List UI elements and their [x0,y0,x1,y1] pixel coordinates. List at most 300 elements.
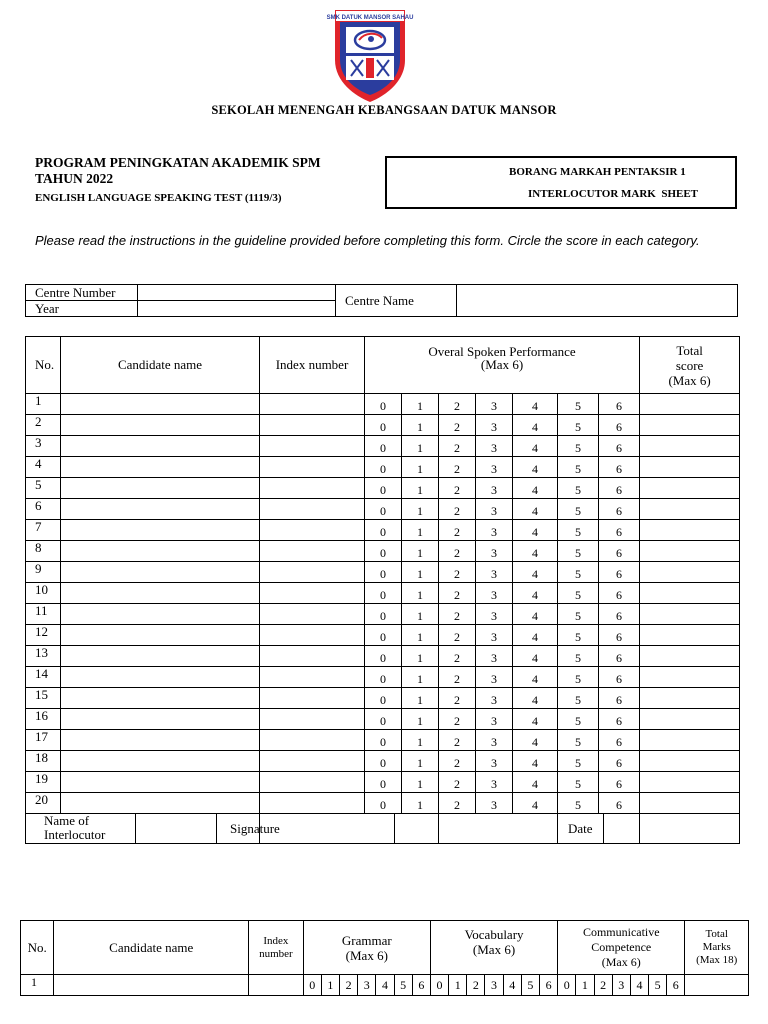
score-option[interactable]: 1 [402,604,439,625]
program-title-line-1: PROGRAM PENINGKATAN AKADEMIK SPM [35,155,321,170]
score-option[interactable]: 4 [513,415,558,436]
score-option[interactable]: 4 [513,793,558,814]
candidate-name-field[interactable] [61,730,260,751]
row-number: 2 [26,415,61,436]
score-option[interactable]: 1 [402,709,439,730]
grammar-score-option[interactable]: 0 [303,975,321,996]
col-header-no: No. [26,337,61,394]
score-option[interactable]: 2 [439,478,476,499]
score-option[interactable]: 0 [365,436,402,457]
vocabulary-score-option[interactable]: 1 [449,975,467,996]
candidate-name-field[interactable] [61,667,260,688]
score-option[interactable]: 5 [558,625,599,646]
col-header-overall-title: Overal Spoken Performance [428,344,576,359]
index-number-field[interactable] [260,520,365,541]
score-option[interactable]: 1 [402,520,439,541]
total-score-field[interactable] [640,751,740,772]
score-option[interactable]: 2 [439,625,476,646]
score-option[interactable]: 2 [439,394,476,415]
index-number-field[interactable] [260,688,365,709]
total-score-field[interactable] [640,625,740,646]
score-option[interactable]: 6 [599,688,640,709]
candidate-name-field[interactable] [61,457,260,478]
score-option[interactable]: 6 [599,583,640,604]
score-option[interactable]: 5 [558,793,599,814]
row-number: 1 [26,394,61,415]
index-number-field[interactable] [260,583,365,604]
score-option[interactable]: 4 [513,730,558,751]
score-option[interactable]: 5 [558,457,599,478]
grammar-score-option[interactable]: 5 [394,975,412,996]
vocabulary-score-option[interactable]: 4 [503,975,521,996]
score-option[interactable]: 2 [439,457,476,478]
col-header-total-line-2: score [675,357,704,373]
b-col-header-communicative [558,921,685,975]
b-col-header-comm-1: Communicative [582,925,660,939]
score-option[interactable]: 4 [513,499,558,520]
score-option[interactable]: 5 [558,730,599,751]
instructions-text: Please read the instructions in the guideline provided before completing this form. Circle the score in each category. [35,233,700,248]
table-row [26,646,740,667]
total-score-field[interactable] [640,457,740,478]
program-title-line-2: TAHUN 2022 [35,171,114,186]
index-number-field[interactable] [260,499,365,520]
score-option[interactable]: 5 [558,478,599,499]
total-score-field[interactable] [640,415,740,436]
score-option[interactable]: 6 [599,793,640,814]
score-option[interactable]: 6 [599,478,640,499]
score-option[interactable]: 5 [558,499,599,520]
b-col-header-grammar-2: (Max 6) [345,947,388,963]
row-number: 20 [26,793,61,814]
index-number-field[interactable] [260,394,365,415]
b-col-header-total [685,921,749,975]
total-score-field[interactable] [640,541,740,562]
vocabulary-score-option[interactable]: 3 [485,975,503,996]
score-option[interactable]: 1 [402,583,439,604]
index-number-field[interactable] [260,541,365,562]
score-option[interactable]: 1 [402,688,439,709]
score-option[interactable]: 1 [402,730,439,751]
b-col-header-vocab-1: Vocabulary [464,927,524,942]
score-option[interactable]: 5 [558,562,599,583]
score-option[interactable]: 3 [476,562,513,583]
score-option[interactable]: 0 [365,541,402,562]
centre-name-field[interactable] [457,285,738,317]
date-field[interactable] [640,814,740,844]
score-option[interactable]: 1 [402,478,439,499]
score-option[interactable]: 6 [599,457,640,478]
school-crest-logo [326,8,414,103]
total-score-field[interactable] [640,436,740,457]
table-row [26,688,740,709]
row-number: 15 [26,688,61,709]
index-number-field[interactable] [260,772,365,793]
centre-info-table [25,284,738,317]
candidate-name-field[interactable] [61,793,260,814]
score-option[interactable]: 2 [439,688,476,709]
b-col-header-index-2: number [259,947,293,960]
row-number: 10 [26,583,61,604]
score-option[interactable]: 3 [476,751,513,772]
total-score-field[interactable] [640,394,740,415]
table-row [21,975,749,996]
test-title: ENGLISH LANGUAGE SPEAKING TEST (1119/3) [35,192,282,204]
score-option[interactable]: 4 [513,436,558,457]
table-row [26,520,740,541]
communicative-score-option[interactable]: 0 [558,975,576,996]
score-option[interactable]: 2 [439,793,476,814]
score-option[interactable]: 0 [365,457,402,478]
score-option[interactable]: 5 [558,772,599,793]
interlocutor-mark-table [25,336,740,844]
score-option[interactable]: 4 [513,541,558,562]
score-option[interactable]: 0 [365,499,402,520]
score-option[interactable]: 5 [558,751,599,772]
score-option[interactable]: 2 [439,751,476,772]
row-number: 7 [26,520,61,541]
signature-label: Signature [216,814,395,843]
b-col-header-vocabulary [430,921,557,975]
score-option[interactable]: 5 [558,667,599,688]
communicative-score-option[interactable]: 2 [594,975,612,996]
total-score-field[interactable] [640,646,740,667]
table-row [26,415,740,436]
score-option[interactable]: 6 [599,562,640,583]
index-number-field[interactable] [260,457,365,478]
score-option[interactable]: 3 [476,772,513,793]
score-option[interactable]: 3 [476,394,513,415]
score-option[interactable]: 6 [599,625,640,646]
score-option[interactable]: 0 [365,730,402,751]
score-option[interactable]: 1 [402,415,439,436]
score-option[interactable]: 4 [513,751,558,772]
score-option[interactable]: 1 [402,499,439,520]
score-option[interactable]: 0 [365,562,402,583]
vocabulary-score-option[interactable]: 0 [430,975,448,996]
score-option[interactable]: 1 [402,646,439,667]
index-number-field[interactable] [260,415,365,436]
score-option[interactable]: 1 [402,436,439,457]
b-col-header-total-3: (Max 18) [696,954,738,966]
total-score-field[interactable] [640,793,740,814]
score-option[interactable]: 4 [513,604,558,625]
index-number-field[interactable] [249,975,304,996]
table-row [26,604,740,625]
mark-sheet-title-malay: BORANG MARKAH PENTAKSIR 1 [509,166,686,178]
col-header-index: Index number [260,337,365,394]
score-option[interactable]: 2 [439,436,476,457]
score-option[interactable]: 5 [558,520,599,541]
score-option[interactable]: 3 [476,688,513,709]
score-option[interactable]: 5 [558,415,599,436]
total-score-field[interactable] [640,709,740,730]
row-number: 13 [26,646,61,667]
grammar-score-option[interactable]: 4 [376,975,394,996]
candidate-name-field[interactable] [61,478,260,499]
communicative-score-option[interactable]: 1 [576,975,594,996]
total-score-field[interactable] [640,688,740,709]
candidate-name-field[interactable] [61,646,260,667]
score-option[interactable]: 0 [365,646,402,667]
table-row [26,583,740,604]
score-option[interactable]: 0 [365,478,402,499]
score-option[interactable]: 6 [599,751,640,772]
score-option[interactable]: 3 [476,457,513,478]
candidate-name-field[interactable] [61,415,260,436]
score-option[interactable]: 3 [476,604,513,625]
index-number-field[interactable] [260,625,365,646]
table-row [26,793,740,814]
combined-mark-table [20,920,749,996]
score-option[interactable]: 4 [513,457,558,478]
row-number: 1 [21,975,54,996]
score-option[interactable]: 0 [365,520,402,541]
score-option[interactable]: 1 [402,751,439,772]
b-col-header-candidate: Candidate name [54,921,249,975]
candidate-name-field[interactable] [61,541,260,562]
score-option[interactable]: 6 [599,394,640,415]
score-option[interactable]: 2 [439,604,476,625]
candidate-name-field[interactable] [61,772,260,793]
score-option[interactable]: 3 [476,541,513,562]
score-option[interactable]: 3 [476,625,513,646]
table-row [26,541,740,562]
score-option[interactable]: 3 [476,499,513,520]
score-option[interactable]: 4 [513,394,558,415]
candidate-name-field[interactable] [61,436,260,457]
score-option[interactable]: 4 [513,667,558,688]
communicative-score-option[interactable]: 5 [649,975,667,996]
index-number-field[interactable] [260,709,365,730]
candidate-name-field[interactable] [61,394,260,415]
score-option[interactable]: 2 [439,415,476,436]
year-field[interactable] [138,301,336,317]
index-number-field[interactable] [260,478,365,499]
table-row [26,499,740,520]
interlocutor-name-field[interactable] [136,814,259,843]
score-option[interactable]: 6 [599,772,640,793]
col-header-overall-max: (Max 6) [480,357,524,372]
communicative-score-option[interactable]: 4 [630,975,648,996]
row-number: 19 [26,772,61,793]
total-score-field[interactable] [640,772,740,793]
score-option[interactable]: 0 [365,793,402,814]
mark-sheet-title-box [385,156,737,209]
interlocutor-name-label [26,814,136,843]
score-option[interactable]: 5 [558,541,599,562]
score-option[interactable]: 4 [513,625,558,646]
score-option[interactable]: 2 [439,541,476,562]
col-header-candidate: Candidate name [61,337,260,394]
score-option[interactable]: 5 [558,436,599,457]
score-option[interactable]: 5 [558,688,599,709]
score-option[interactable]: 3 [476,709,513,730]
score-option[interactable]: 0 [365,583,402,604]
score-option[interactable]: 5 [558,709,599,730]
grammar-score-option[interactable]: 3 [358,975,376,996]
index-number-field[interactable] [260,667,365,688]
score-option[interactable]: 4 [513,772,558,793]
b-col-header-no: No. [21,921,54,975]
index-number-field[interactable] [260,646,365,667]
score-option[interactable]: 1 [402,772,439,793]
score-option[interactable]: 3 [476,520,513,541]
score-option[interactable]: 2 [439,520,476,541]
score-option[interactable]: 1 [402,562,439,583]
interlocutor-name-label-2: Interlocutor [44,827,106,842]
table-row [26,436,740,457]
score-option[interactable]: 5 [558,646,599,667]
score-option[interactable]: 0 [365,604,402,625]
candidate-name-field[interactable] [61,688,260,709]
score-option[interactable]: 4 [513,709,558,730]
score-option[interactable]: 5 [558,604,599,625]
table-row [26,457,740,478]
total-score-field[interactable] [640,667,740,688]
score-option[interactable]: 3 [476,436,513,457]
row-number: 17 [26,730,61,751]
candidate-name-field[interactable] [61,625,260,646]
grammar-score-option[interactable]: 6 [412,975,430,996]
score-option[interactable]: 4 [513,583,558,604]
score-option[interactable]: 4 [513,688,558,709]
score-option[interactable]: 2 [439,499,476,520]
total-score-field[interactable] [640,520,740,541]
score-option[interactable]: 5 [558,583,599,604]
index-number-field[interactable] [260,604,365,625]
row-number: 3 [26,436,61,457]
score-option[interactable]: 1 [402,667,439,688]
signature-row [26,814,740,844]
score-option[interactable]: 3 [476,478,513,499]
candidate-name-field[interactable] [61,583,260,604]
table-row [26,394,740,415]
score-option[interactable]: 6 [599,415,640,436]
score-option[interactable]: 0 [365,709,402,730]
score-option[interactable]: 2 [439,667,476,688]
score-option[interactable]: 6 [599,730,640,751]
candidate-name-field[interactable] [61,562,260,583]
score-option[interactable]: 4 [513,646,558,667]
score-option[interactable]: 0 [365,751,402,772]
centre-name-label: Centre Name [336,285,457,317]
index-number-field[interactable] [260,562,365,583]
score-option[interactable]: 3 [476,730,513,751]
score-option[interactable]: 0 [365,394,402,415]
total-score-field[interactable] [640,562,740,583]
score-option[interactable]: 5 [558,394,599,415]
score-option[interactable]: 3 [476,583,513,604]
score-option[interactable]: 2 [439,772,476,793]
score-option[interactable]: 4 [513,520,558,541]
total-score-field[interactable] [640,604,740,625]
row-number: 5 [26,478,61,499]
b-col-header-comm-3: (Max 6) [601,955,641,969]
row-number: 9 [26,562,61,583]
col-header-overall [365,337,640,394]
score-option[interactable]: 0 [365,625,402,646]
index-number-field[interactable] [260,751,365,772]
score-option[interactable]: 0 [365,688,402,709]
score-option[interactable]: 0 [365,415,402,436]
score-option[interactable]: 1 [402,394,439,415]
score-option[interactable]: 2 [439,730,476,751]
score-option[interactable]: 2 [439,583,476,604]
communicative-score-option[interactable]: 3 [612,975,630,996]
score-option[interactable]: 6 [599,646,640,667]
mark-sheet-title-english: INTERLOCUTOR MARK SHEET [528,188,699,200]
total-score-field[interactable] [640,499,740,520]
total-score-field[interactable] [640,730,740,751]
candidate-name-field[interactable] [61,499,260,520]
centre-number-field[interactable] [138,285,336,301]
score-option[interactable]: 6 [599,604,640,625]
score-option[interactable]: 0 [365,772,402,793]
score-option[interactable]: 4 [513,562,558,583]
total-score-field[interactable] [640,583,740,604]
score-option[interactable]: 2 [439,646,476,667]
vocabulary-score-option[interactable]: 6 [539,975,557,996]
row-number: 4 [26,457,61,478]
total-score-field[interactable] [640,478,740,499]
candidate-name-field[interactable] [54,975,249,996]
total-marks-field[interactable] [685,975,749,996]
score-option[interactable]: 2 [439,709,476,730]
score-option[interactable]: 1 [402,625,439,646]
score-option[interactable]: 1 [402,793,439,814]
grammar-score-option[interactable]: 2 [340,975,358,996]
grammar-score-option[interactable]: 1 [321,975,339,996]
candidate-name-field[interactable] [61,751,260,772]
score-option[interactable]: 3 [476,793,513,814]
score-option[interactable]: 4 [513,478,558,499]
index-number-field[interactable] [260,436,365,457]
row-number: 8 [26,541,61,562]
score-option[interactable]: 6 [599,499,640,520]
communicative-score-option[interactable]: 6 [667,975,685,996]
row-number: 11 [26,604,61,625]
row-number: 14 [26,667,61,688]
score-option[interactable]: 1 [402,541,439,562]
table-row [26,751,740,772]
score-option[interactable]: 0 [365,667,402,688]
b-col-header-index [249,921,304,975]
score-option[interactable]: 2 [439,562,476,583]
table-row [26,478,740,499]
score-option[interactable]: 3 [476,667,513,688]
index-number-field[interactable] [260,793,365,814]
index-number-field[interactable] [260,730,365,751]
score-option[interactable]: 1 [402,457,439,478]
score-option[interactable]: 6 [599,520,640,541]
vocabulary-score-option[interactable]: 5 [521,975,539,996]
row-number: 12 [26,625,61,646]
candidate-name-field[interactable] [61,604,260,625]
centre-number-label: Centre Number [26,285,138,301]
signature-field[interactable] [439,814,558,844]
score-option[interactable]: 6 [599,436,640,457]
candidate-name-field[interactable] [61,520,260,541]
score-option[interactable]: 6 [599,709,640,730]
score-option[interactable]: 3 [476,415,513,436]
score-option[interactable]: 6 [599,541,640,562]
vocabulary-score-option[interactable]: 2 [467,975,485,996]
col-header-total [640,337,740,394]
score-option[interactable]: 6 [599,667,640,688]
candidate-name-field[interactable] [61,709,260,730]
score-option[interactable]: 3 [476,646,513,667]
